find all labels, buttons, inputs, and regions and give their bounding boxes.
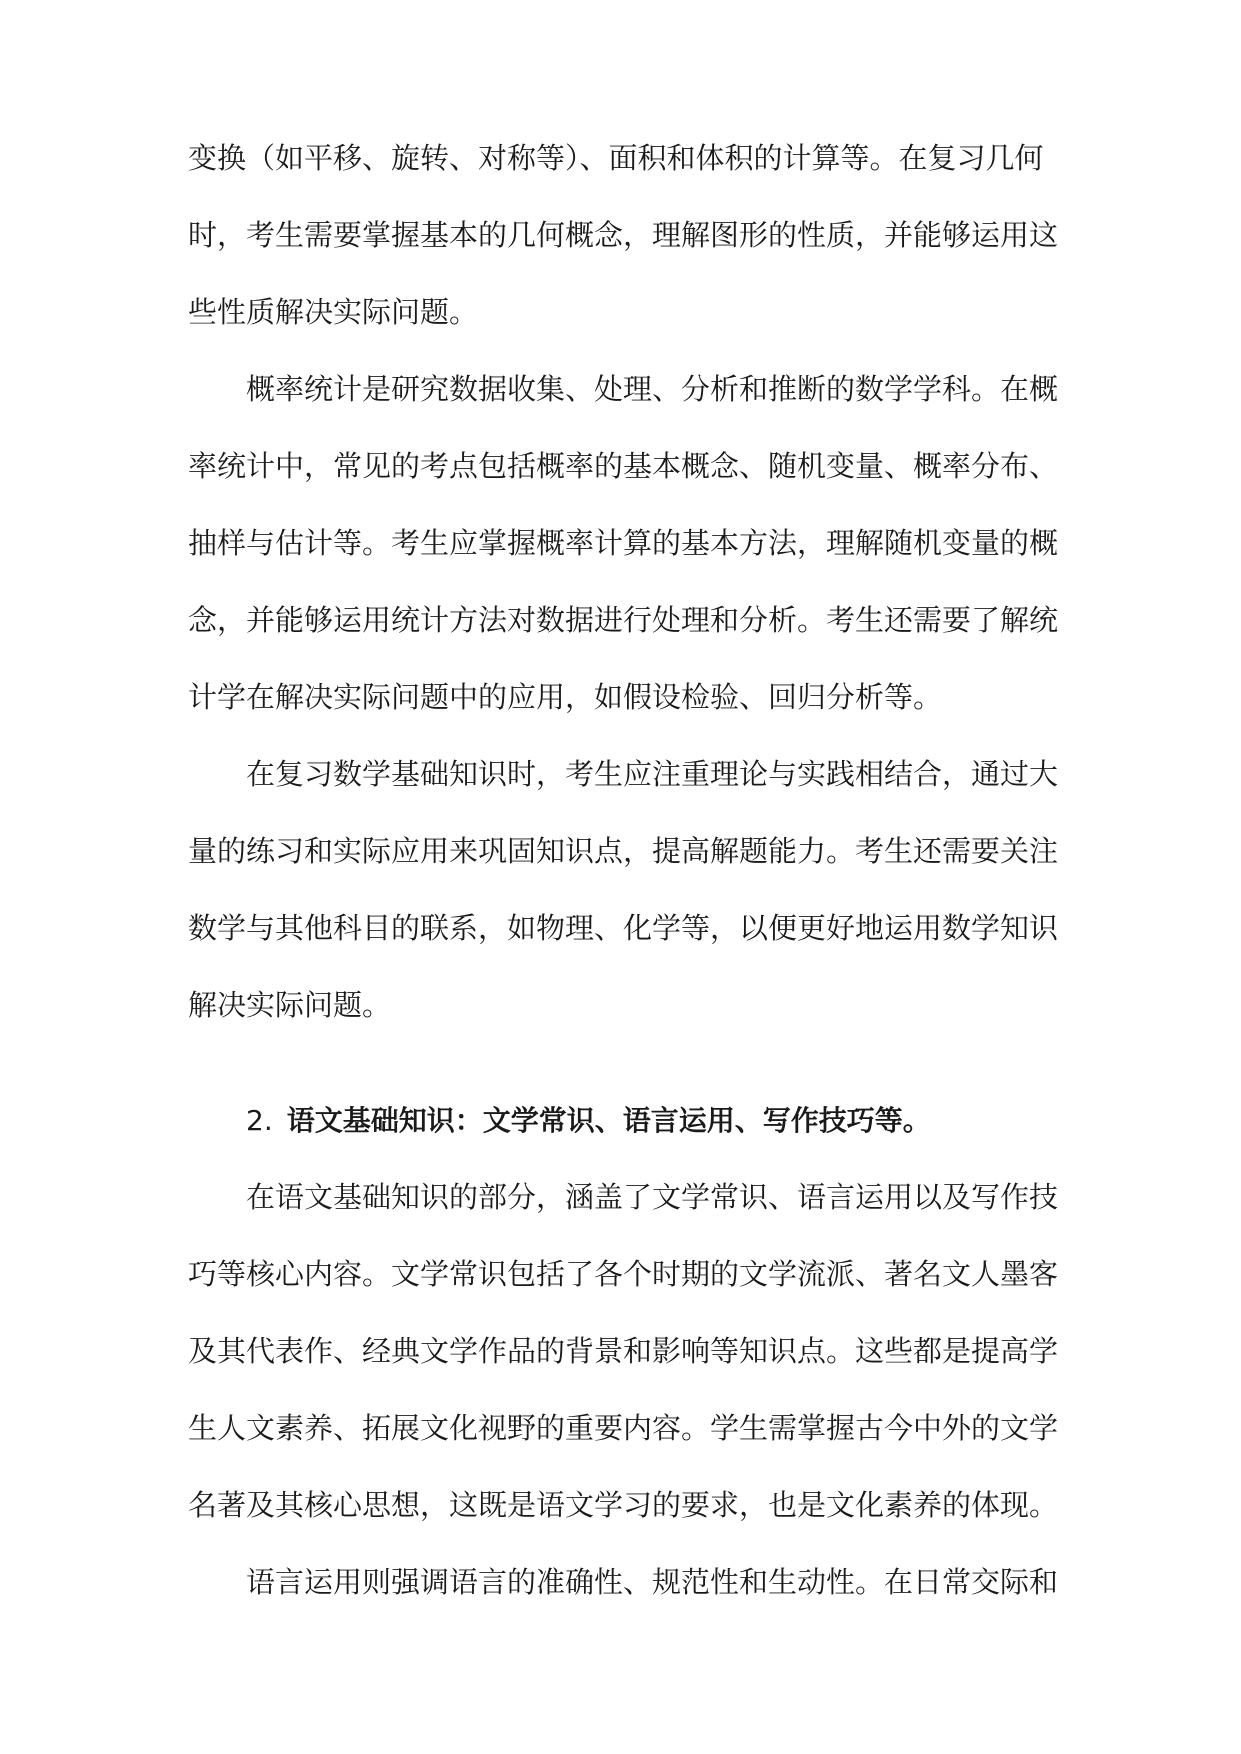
text-line: 抽样与估计等。考生应掌握概率计算的基本方法，理解随机变量的概 [188,526,1059,560]
text-line: 概率统计是研究数据收集、处理、分析和推断的数学学科。在概 [246,372,1059,406]
text-line: 计学在解决实际问题中的应用，如假设检验、回归分析等。 [188,680,943,714]
text-line: 些性质解决实际问题。 [188,295,479,329]
paragraph-geometry [188,140,1060,331]
paragraph-math-review [188,756,1060,1024]
text-line: 解决实际问题。 [188,988,392,1022]
text-line: 生人文素养、拓展文化视野的重要内容。学生需掌握古今中外的文学 [188,1411,1059,1445]
section-number: 2. [246,1104,273,1137]
text-line: 时，考生需要掌握基本的几何概念，理解图形的性质，并能够运用这 [188,218,1059,252]
text-line: 变换（如平移、旋转、对称等）、面积和体积的计算等。在复习几何 [188,141,1044,175]
text-line: 巧等核心内容。文学常识包括了各个时期的文学流派、著名文人墨客 [188,1257,1059,1291]
text-line: 及其代表作、经典文学作品的背景和影响等知识点。这些都是提高学 [188,1334,1059,1368]
section-title: 语文基础知识：文学常识、语言运用、写作技巧等。 [286,1104,931,1137]
paragraph-language-use [188,1564,1060,1601]
paragraph-chinese-basics [188,1179,1060,1524]
section-heading [188,1102,1060,1139]
text-line: 在语文基础知识的部分，涵盖了文学常识、语言运用以及写作技 [246,1180,1059,1214]
text-line: 语言运用则强调语言的准确性、规范性和生动性。在日常交际和 [246,1565,1059,1599]
text-line: 数学与其他科目的联系，如物理、化学等，以便更好地运用数学知识 [188,911,1059,945]
paragraph-probability-statistics [188,371,1060,716]
text-line: 量的练习和实际应用来巩固知识点，提高解题能力。考生还需要关注 [188,834,1059,868]
text-line: 在复习数学基础知识时，考生应注重理论与实践相结合，通过大 [246,757,1059,791]
text-line: 率统计中，常见的考点包括概率的基本概念、随机变量、概率分布、 [188,449,1059,483]
text-line: 名著及其核心思想，这既是语文学习的要求，也是文化素养的体现。 [188,1488,1059,1522]
body-text [188,140,1060,1601]
text-line: 念，并能够运用统计方法对数据进行处理和分析。考生还需要了解统 [188,603,1059,637]
